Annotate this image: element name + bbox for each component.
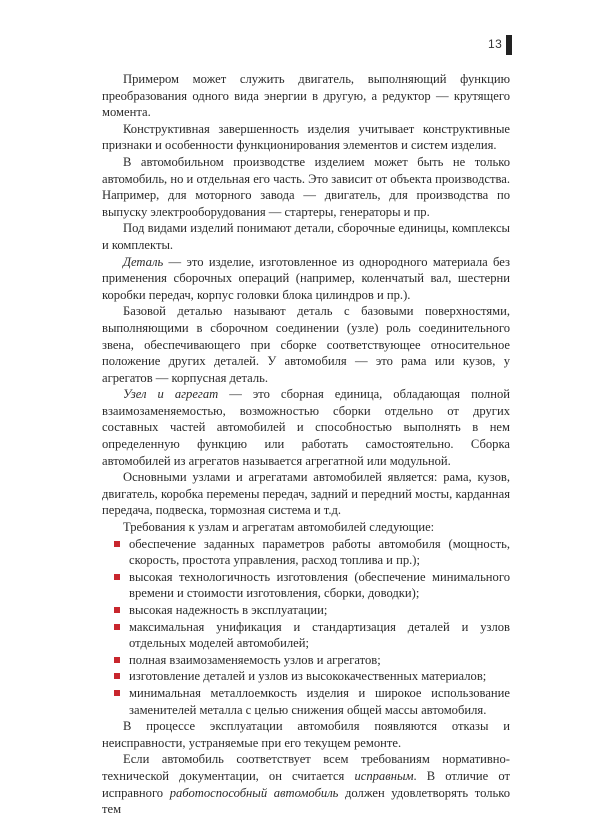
paragraph: В процессе эксплуатации автомобиля появляются отказы и неисправности, устраняемые при его текущем ремонте. [102, 719, 510, 750]
square-bullet-icon [114, 690, 120, 696]
square-bullet-icon [114, 673, 120, 679]
paragraph: Базовой деталью называют деталь с базовыми поверхностями, выполняющими в сборочном соединении (узле) роль соединительного звена, обеспечивающего при сборке соответствующее относительное положение других деталей. У автомобиля — это рама или кузов, у агрегатов — корпусная деталь. [102, 304, 510, 385]
list-item: полная взаимозаменяемость узлов и агрегатов; [102, 652, 510, 669]
term-detail: Деталь [123, 254, 164, 269]
list-item: обеспечение заданных параметров работы автомобиля (мощность, скорость, простота управления, расход топлива и пр.); [102, 536, 510, 569]
serviceable-paragraph: Если автомобиль соответствует всем требованиям нормативно-технической документации, он считается исправным. В отличие от исправного работоспособный автомобиль должен удовлетворять только тем [102, 752, 510, 817]
page-number: 13 [488, 37, 503, 51]
square-bullet-icon [114, 607, 120, 613]
term-serviceable: исправным [354, 768, 414, 783]
term-operable: работоспособный автомобиль [169, 785, 339, 800]
square-bullet-icon [114, 657, 120, 663]
square-bullet-icon [114, 574, 120, 580]
paragraph: Основными узлами и агрегатами автомобилей является: рама, кузов, двигатель, коробка перемены передач, задний и передний мосты, карданная передача, подвеска, тормозная система и т.д. [102, 470, 510, 518]
unit-definition [102, 386, 510, 469]
requirements-intro: Требования к узлам и агрегатам автомобилей следующие: [123, 520, 435, 535]
paragraph: Примером может служить двигатель, выполняющий функцию преобразования одного вида энергии в другую, а редуктор — крутящего момента. [102, 72, 510, 120]
paragraph: Под видами изделий понимают детали, сборочные единицы, комплексы и комплекты. [102, 221, 510, 252]
paragraph: В автомобильном производстве изделием может быть не только автомобиль, но и отдельная его часть. Это зависит от объекта производства. Например, для моторного завода — двигатель, для производства по выпуску электрооборудования — стартеры, генераторы и пр. [102, 154, 510, 219]
page-number-bar [506, 35, 512, 55]
requirements-list [102, 536, 510, 719]
detail-definition-text: — это изделие, изготовленное из однородного материала без применения сборочных операций (например, коленчатый вал, шестерни коробки передач, корпус головки блока цилиндров и пр.). [102, 254, 510, 302]
detail-definition [102, 254, 510, 304]
list-item: изготовление деталей и узлов из высококачественных материалов; [102, 668, 510, 685]
unit-definition-text: — это сборная единица, обладающая полной взаимозаменяемостью, возможностью сборки отдельно от других составных частей автомобилей и способностью выполнять в нем определенную функцию или работать самостоятельно. Сборка автомобилей из агрегатов называется агрегатной или модульной. [102, 387, 510, 468]
term-unit: Узел и агрегат [123, 387, 219, 402]
list-item: максимальная унификация и стандартизация деталей и узлов отдельных моделей автомобилей; [102, 619, 510, 652]
square-bullet-icon [114, 624, 120, 630]
page-body [102, 71, 510, 818]
list-item: высокая надежность в эксплуатации; [102, 602, 510, 619]
square-bullet-icon [114, 541, 120, 547]
list-item: высокая технологичность изготовления (обеспечение минимального времени и стоимости изготовления, сборки, доводки); [102, 569, 510, 602]
paragraph: Конструктивная завершенность изделия учитывает конструктивные признаки и особенности функционирования элементов и систем изделия. [102, 121, 510, 153]
list-item: минимальная металлоемкость изделия и широкое использование заменителей металла с целью снижения общей массы автомобиля. [102, 685, 510, 718]
